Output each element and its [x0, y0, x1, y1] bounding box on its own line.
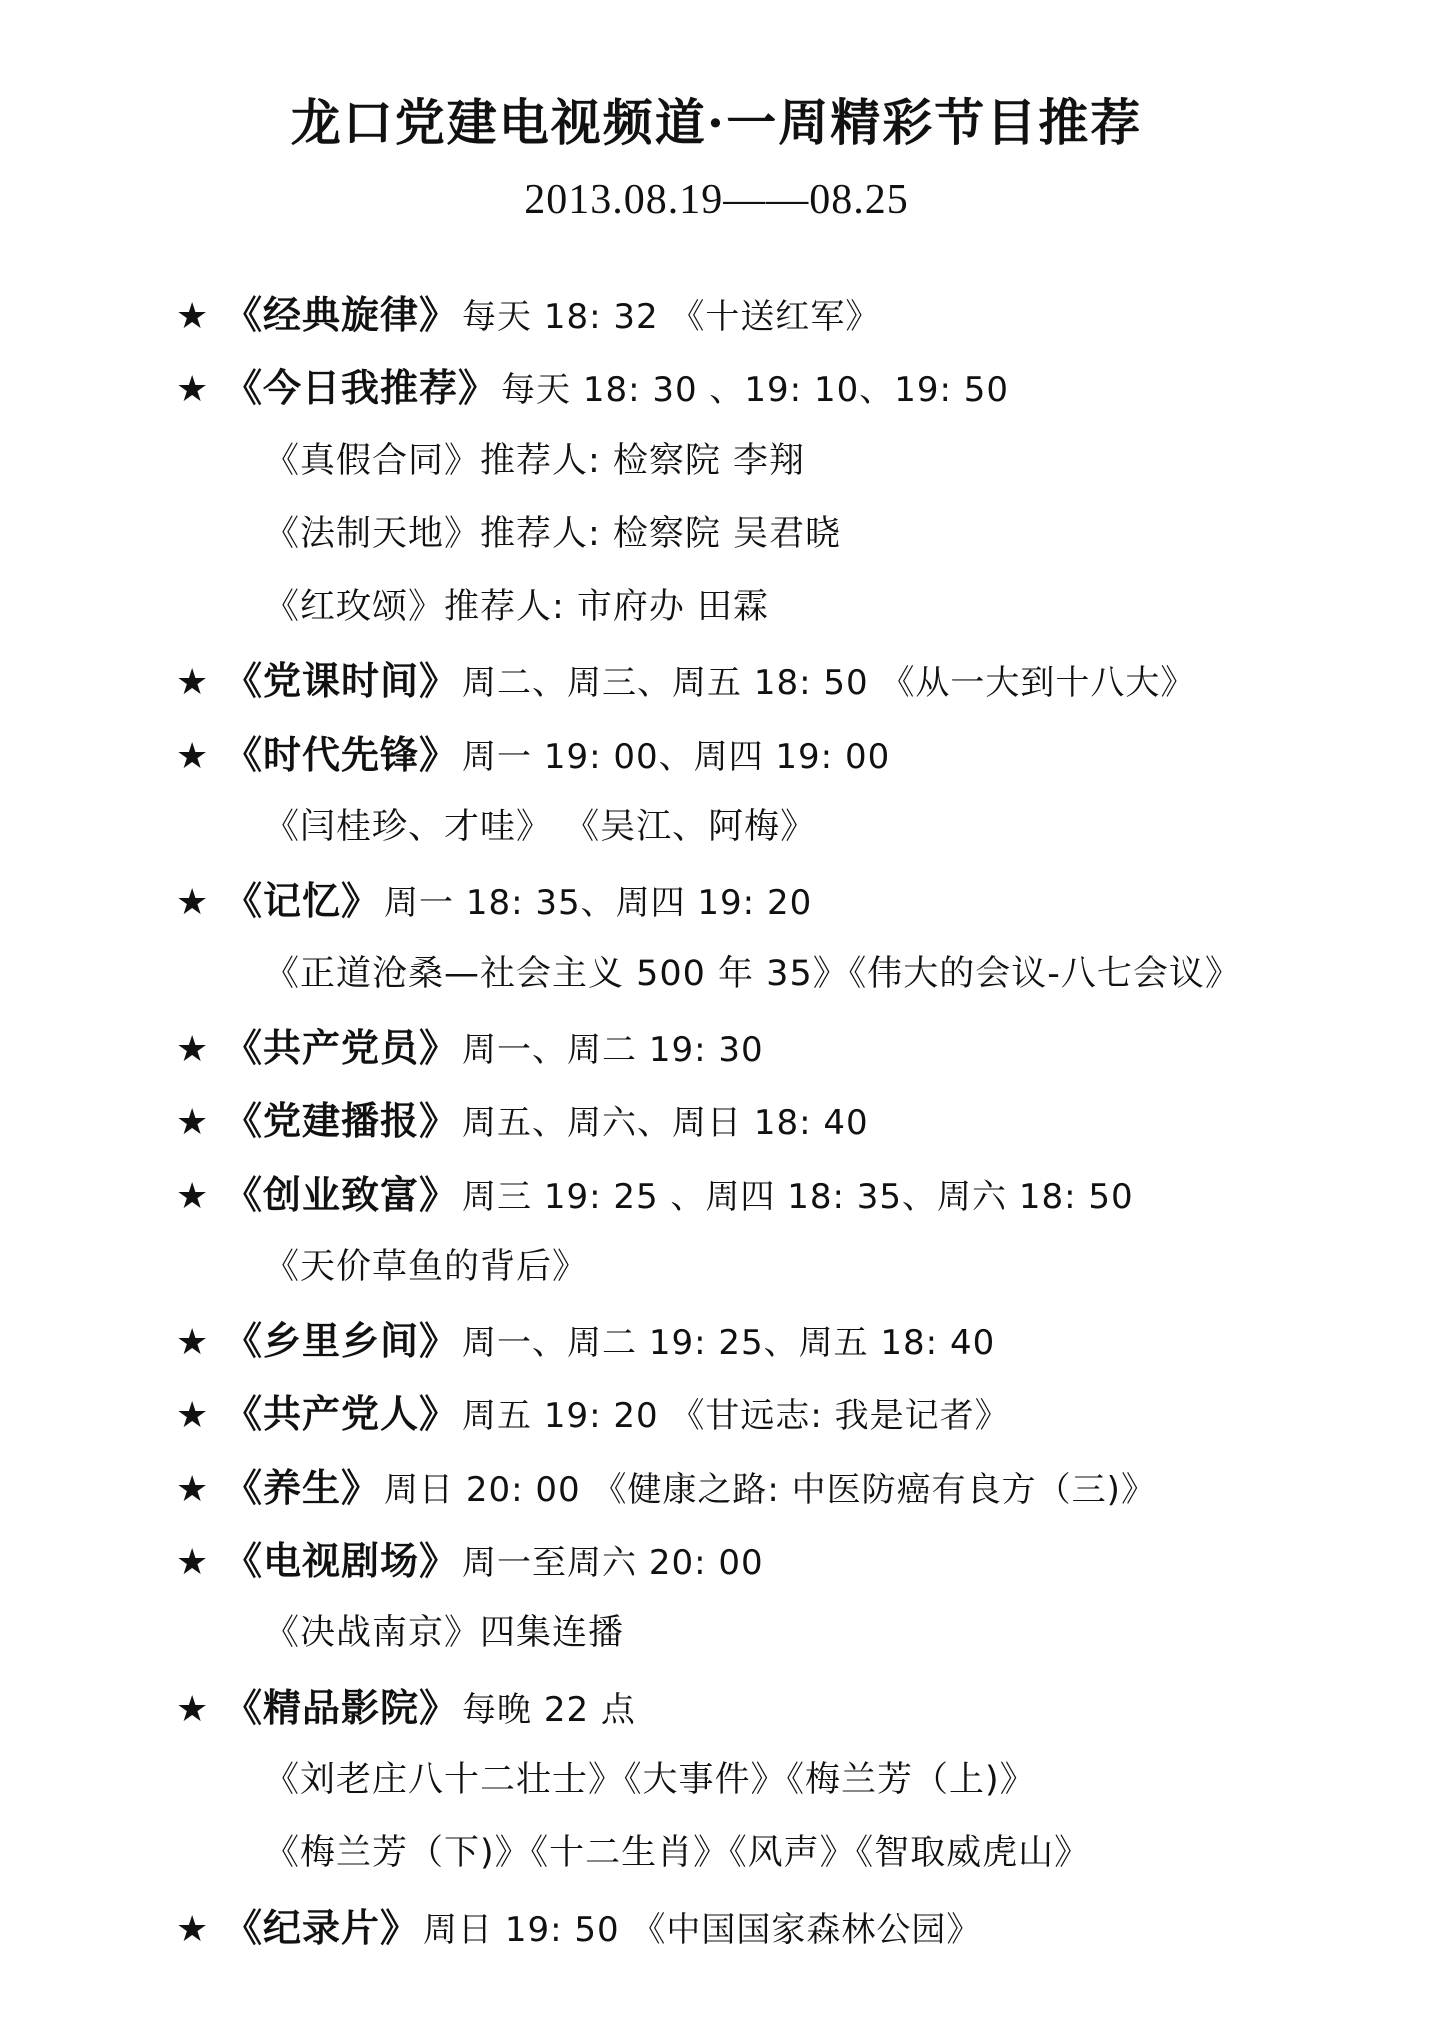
star-icon: ★ — [176, 1102, 209, 1144]
program-schedule-info: 周一 18: 35、周四 19: 20 — [384, 883, 813, 924]
program-entry — [176, 1524, 1376, 1597]
program-schedule-info: 周日 20: 00 《健康之路: 中医防癌有良方（三)》 — [384, 1469, 1156, 1510]
program-title: 《创业致富》 — [224, 1171, 459, 1217]
program-detail: 《法制天地》推荐人: 检察院 吴君晓 — [264, 513, 842, 554]
program-detail: 《正道沧桑—社会主义 500 年 35》《伟大的会议-八七会议》 — [264, 953, 1241, 994]
program-entry — [176, 1158, 1376, 1231]
program-title: 《党课时间》 — [224, 658, 459, 704]
program-detail: 《刘老庄八十二壮士》《大事件》《梅兰芳（上)》 — [264, 1759, 1036, 1800]
program-detail: 《闫桂珍、才哇》 《吴江、阿梅》 — [264, 807, 817, 848]
program-title: 《精品影院》 — [224, 1684, 459, 1730]
program-schedule-info: 周五、周六、周日 18: 40 — [462, 1103, 869, 1144]
program-schedule-info: 周二、周三、周五 18: 50 《从一大到十八大》 — [462, 663, 1196, 704]
program-entry — [176, 1451, 1376, 1524]
program-entry — [176, 1891, 1376, 1964]
program-entry — [176, 1377, 1376, 1450]
program-schedule-info: 周五 19: 20 《甘远志: 我是记者》 — [462, 1396, 1010, 1437]
program-detail: 《决战南京》四集连播 — [264, 1613, 625, 1654]
program-schedule-info: 周一至周六 20: 00 — [462, 1543, 764, 1584]
star-icon: ★ — [176, 1028, 209, 1070]
program-detail: 《梅兰芳（下)》《十二生肖》《风声》《智取威虎山》 — [264, 1833, 1091, 1874]
program-title: 《共产党人》 — [224, 1391, 459, 1437]
program-schedule-info: 周一、周二 19: 25、周五 18: 40 — [462, 1323, 996, 1364]
program-schedule-list — [176, 278, 1376, 1964]
program-schedule-info: 周一 19: 00、周四 19: 00 — [462, 736, 891, 777]
program-schedule-info: 周三 19: 25 、周四 18: 35、周六 18: 50 — [462, 1176, 1134, 1217]
program-title: 《今日我推荐》 — [224, 365, 498, 411]
program-title: 《记忆》 — [224, 878, 381, 924]
program-detail: 《红玫颂》推荐人: 市府办 田霖 — [264, 587, 770, 628]
star-icon: ★ — [176, 1395, 209, 1437]
program-entry — [176, 1011, 1376, 1084]
program-schedule-info: 每天 18: 32 《十送红军》 — [462, 297, 881, 337]
program-title: 《纪录片》 — [224, 1904, 420, 1950]
star-icon: ★ — [176, 1322, 209, 1364]
star-icon: ★ — [176, 1542, 209, 1584]
program-title: 《养生》 — [224, 1464, 381, 1510]
program-schedule-info: 周日 19: 50 《中国国家森林公园》 — [423, 1909, 982, 1950]
star-icon: ★ — [176, 735, 209, 777]
program-detail: 《天价草鱼的背后》 — [264, 1246, 589, 1287]
star-icon: ★ — [176, 1468, 209, 1510]
program-detail: 《真假合同》推荐人: 检察院 李翔 — [264, 440, 806, 481]
program-title: 《时代先锋》 — [224, 731, 459, 777]
program-title: 《党建播报》 — [224, 1098, 459, 1144]
program-entry — [176, 864, 1376, 937]
program-title: 《乡里乡间》 — [224, 1318, 459, 1364]
date-range: 2013.08.19——08.25 — [524, 177, 909, 223]
program-entry — [176, 351, 1376, 424]
program-entry — [176, 1084, 1376, 1157]
program-title: 《经典旋律》 — [224, 292, 459, 337]
star-icon: ★ — [176, 369, 209, 411]
program-entry — [176, 1671, 1376, 1744]
program-entry — [176, 718, 1376, 791]
star-icon: ★ — [176, 1175, 209, 1217]
program-schedule-info: 每晚 22 点 — [462, 1689, 636, 1730]
star-icon: ★ — [176, 1688, 209, 1730]
star-icon: ★ — [176, 1908, 209, 1950]
program-entry — [176, 1304, 1376, 1377]
program-entry — [176, 278, 1376, 351]
program-schedule-info: 周一、周二 19: 30 — [462, 1029, 764, 1070]
star-icon: ★ — [176, 662, 209, 704]
program-title: 《共产党员》 — [224, 1024, 459, 1070]
star-icon: ★ — [176, 296, 209, 337]
program-entry — [176, 644, 1376, 717]
star-icon: ★ — [176, 882, 209, 924]
program-schedule-info: 每天 18: 30 、19: 10、19: 50 — [501, 370, 1010, 411]
page-title: 龙口党建电视频道·一周精彩节目推荐 — [290, 93, 1143, 152]
program-title: 《电视剧场》 — [224, 1538, 459, 1584]
